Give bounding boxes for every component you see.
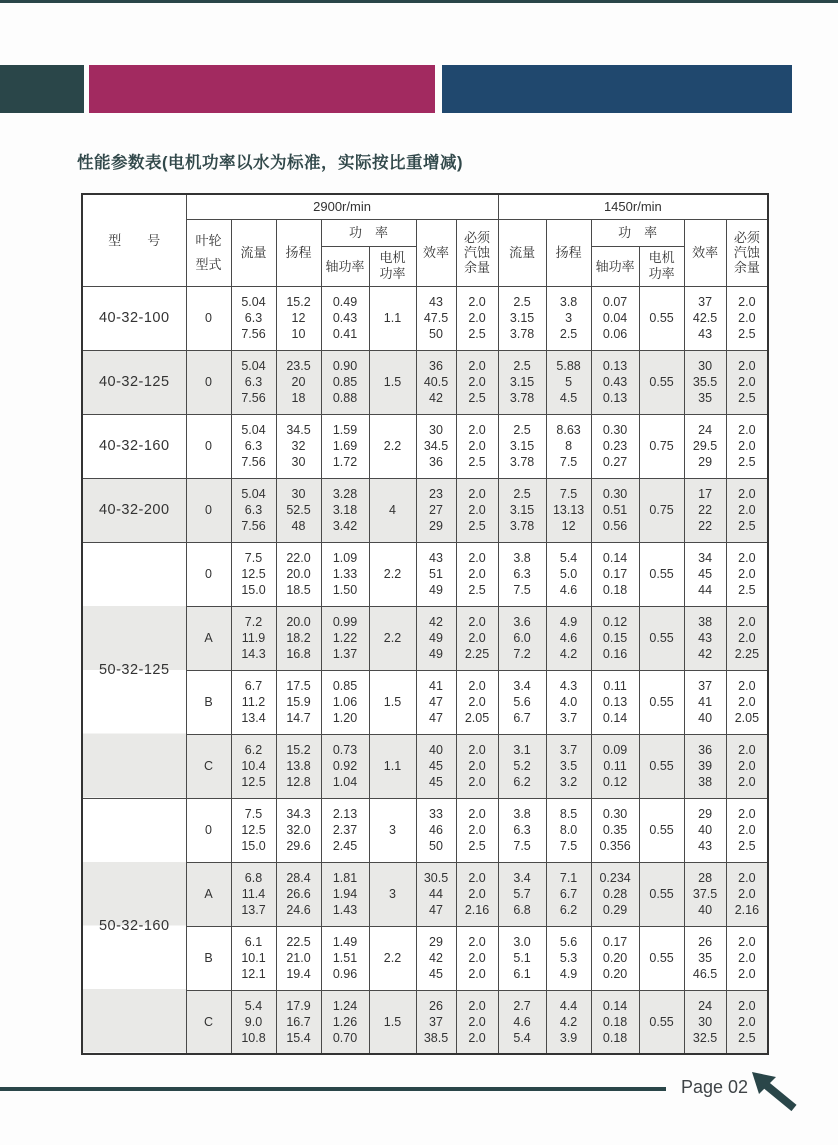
shaft-power-cell-2900: 0.90 0.85 0.88	[321, 350, 369, 414]
shaft-power-cell-2900: 0.85 1.06 1.20	[321, 670, 369, 734]
motor-power-cell-2900: 1.1	[369, 286, 416, 350]
performance-parameter-table	[81, 193, 769, 1055]
flow-cell-2900: 5.04 6.3 7.56	[231, 350, 276, 414]
flow-cell-1450: 3.6 6.0 7.2	[498, 606, 546, 670]
efficiency-cell-1450: 30 35.5 35	[684, 350, 726, 414]
flow-cell-2900: 6.8 11.4 13.7	[231, 862, 276, 926]
head-cell-1450: 5.6 5.3 4.9	[546, 926, 591, 990]
efficiency-cell-2900: 36 40.5 42	[416, 350, 456, 414]
motor-power-cell-1450: 0.55	[639, 990, 684, 1054]
col-header-head-1450: 扬程	[546, 219, 591, 286]
col-header-power-1450: 功 率	[591, 219, 684, 246]
head-cell-1450: 4.4 4.2 3.9	[546, 990, 591, 1054]
model-cell: 40-32-160	[82, 414, 186, 478]
table-row	[82, 478, 768, 542]
col-header-shaft-power-1450: 轴功率	[591, 246, 639, 286]
head-cell-1450: 7.5 13.13 12	[546, 478, 591, 542]
flow-cell-2900: 5.4 9.0 10.8	[231, 990, 276, 1054]
shaft-power-cell-2900: 0.99 1.22 1.37	[321, 606, 369, 670]
head-cell-1450: 3.8 3 2.5	[546, 286, 591, 350]
npsh-cell-1450: 2.0 2.0 2.25	[726, 606, 768, 670]
flow-cell-1450: 3.1 5.2 6.2	[498, 734, 546, 798]
head-cell-2900: 22.5 21.0 19.4	[276, 926, 321, 990]
npsh-cell-2900: 2.0 2.0 2.5	[456, 542, 498, 606]
page-number: Page 02	[681, 1077, 749, 1097]
motor-power-cell-2900: 1.1	[369, 734, 416, 798]
head-cell-2900: 20.0 18.2 16.8	[276, 606, 321, 670]
motor-power-cell-1450: 0.55	[639, 734, 684, 798]
impeller-type-cell: 0	[186, 350, 231, 414]
col-header-motor-power-1450: 电机 功率	[639, 246, 684, 286]
motor-power-cell-1450: 0.75	[639, 414, 684, 478]
shaft-power-cell-1450: 0.07 0.04 0.06	[591, 286, 639, 350]
flow-cell-1450: 2.7 4.6 5.4	[498, 990, 546, 1054]
head-cell-2900: 17.9 16.7 15.4	[276, 990, 321, 1054]
shaft-power-cell-2900: 1.24 1.26 0.70	[321, 990, 369, 1054]
impeller-type-cell: B	[186, 670, 231, 734]
shaft-power-cell-2900: 3.28 3.18 3.42	[321, 478, 369, 542]
motor-power-cell-2900: 2.2	[369, 542, 416, 606]
motor-power-cell-2900: 1.5	[369, 350, 416, 414]
head-cell-1450: 3.7 3.5 3.2	[546, 734, 591, 798]
motor-power-cell-1450: 0.55	[639, 606, 684, 670]
shaft-power-cell-1450: 0.09 0.11 0.12	[591, 734, 639, 798]
model-cell: 40-32-125	[82, 350, 186, 414]
col-header-shaft-power-2900: 轴功率	[321, 246, 369, 286]
flow-cell-2900: 5.04 6.3 7.56	[231, 478, 276, 542]
head-cell-1450: 4.3 4.0 3.7	[546, 670, 591, 734]
npsh-cell-2900: 2.0 2.0 2.5	[456, 414, 498, 478]
efficiency-cell-2900: 33 46 50	[416, 798, 456, 862]
impeller-type-cell: 0	[186, 414, 231, 478]
npsh-cell-2900: 2.0 2.0 2.5	[456, 350, 498, 414]
flow-cell-2900: 7.5 12.5 15.0	[231, 798, 276, 862]
col-header-flow-1450: 流量	[498, 219, 546, 286]
npsh-cell-1450: 2.0 2.0 2.5	[726, 798, 768, 862]
motor-power-cell-2900: 4	[369, 478, 416, 542]
npsh-cell-2900: 2.0 2.0 2.5	[456, 478, 498, 542]
shaft-power-cell-1450: 0.30 0.23 0.27	[591, 414, 639, 478]
efficiency-cell-1450: 28 37.5 40	[684, 862, 726, 926]
flow-cell-1450: 2.5 3.15 3.78	[498, 350, 546, 414]
col-header-impeller: 叶轮 型式	[186, 219, 231, 286]
npsh-cell-1450: 2.0 2.0 2.5	[726, 286, 768, 350]
npsh-cell-1450: 2.0 2.0 2.05	[726, 670, 768, 734]
col-header-flow-2900: 流量	[231, 219, 276, 286]
col-header-power-2900: 功 率	[321, 219, 416, 246]
model-cell: 50-32-125	[82, 542, 186, 798]
col-header-efficiency-2900: 效率	[416, 219, 456, 286]
impeller-type-cell: 0	[186, 542, 231, 606]
col-header-model	[82, 194, 186, 286]
efficiency-cell-1450: 36 39 38	[684, 734, 726, 798]
motor-power-cell-1450: 0.55	[639, 926, 684, 990]
shaft-power-cell-1450: 0.234 0.28 0.29	[591, 862, 639, 926]
npsh-cell-2900: 2.0 2.0 2.0	[456, 734, 498, 798]
flow-cell-2900: 6.7 11.2 13.4	[231, 670, 276, 734]
head-cell-1450: 8.63 8 7.5	[546, 414, 591, 478]
npsh-cell-2900: 2.0 2.0 2.5	[456, 798, 498, 862]
efficiency-cell-1450: 24 29.5 29	[684, 414, 726, 478]
efficiency-cell-2900: 43 47.5 50	[416, 286, 456, 350]
flow-cell-2900: 5.04 6.3 7.56	[231, 286, 276, 350]
model-cell: 40-32-100	[82, 286, 186, 350]
motor-power-cell-1450: 0.55	[639, 350, 684, 414]
efficiency-cell-1450: 26 35 46.5	[684, 926, 726, 990]
motor-power-cell-1450: 0.55	[639, 286, 684, 350]
npsh-cell-2900: 2.0 2.0 2.5	[456, 286, 498, 350]
npsh-cell-2900: 2.0 2.0 2.0	[456, 990, 498, 1054]
col-header-efficiency-1450: 效率	[684, 219, 726, 286]
head-cell-2900: 28.4 26.6 24.6	[276, 862, 321, 926]
col-header-npsh-2900: 必须 汽蚀 余量	[456, 219, 498, 286]
efficiency-cell-2900: 26 37 38.5	[416, 990, 456, 1054]
flow-cell-2900: 5.04 6.3 7.56	[231, 414, 276, 478]
efficiency-cell-2900: 42 49 49	[416, 606, 456, 670]
flow-cell-1450: 2.5 3.15 3.78	[498, 478, 546, 542]
header-row-speed	[82, 194, 768, 219]
motor-power-cell-1450: 0.55	[639, 670, 684, 734]
motor-power-cell-2900: 1.5	[369, 990, 416, 1054]
model-cell: 50-32-160	[82, 798, 186, 1054]
shaft-power-cell-2900: 0.73 0.92 1.04	[321, 734, 369, 798]
head-cell-2900: 22.0 20.0 18.5	[276, 542, 321, 606]
efficiency-cell-1450: 37 41 40	[684, 670, 726, 734]
flow-cell-1450: 3.8 6.3 7.5	[498, 542, 546, 606]
npsh-cell-1450: 2.0 2.0 2.0	[726, 734, 768, 798]
impeller-type-cell: C	[186, 734, 231, 798]
shaft-power-cell-1450: 0.11 0.13 0.14	[591, 670, 639, 734]
shaft-power-cell-2900: 0.49 0.43 0.41	[321, 286, 369, 350]
head-cell-1450: 5.88 5 4.5	[546, 350, 591, 414]
npsh-cell-1450: 2.0 2.0 2.5	[726, 350, 768, 414]
shaft-power-cell-1450: 0.14 0.17 0.18	[591, 542, 639, 606]
impeller-type-cell: B	[186, 926, 231, 990]
npsh-cell-1450: 2.0 2.0 2.0	[726, 926, 768, 990]
motor-power-cell-1450: 0.55	[639, 798, 684, 862]
head-cell-2900: 23.5 20 18	[276, 350, 321, 414]
efficiency-cell-1450: 38 43 42	[684, 606, 726, 670]
motor-power-cell-2900: 3	[369, 798, 416, 862]
shaft-power-cell-1450: 0.14 0.18 0.18	[591, 990, 639, 1054]
motor-power-cell-2900: 2.2	[369, 926, 416, 990]
head-cell-2900: 15.2 12 10	[276, 286, 321, 350]
motor-power-cell-1450: 0.75	[639, 478, 684, 542]
efficiency-cell-1450: 17 22 22	[684, 478, 726, 542]
motor-power-cell-2900: 1.5	[369, 670, 416, 734]
shaft-power-cell-2900: 1.81 1.94 1.43	[321, 862, 369, 926]
impeller-type-cell: 0	[186, 478, 231, 542]
efficiency-cell-1450: 29 40 43	[684, 798, 726, 862]
head-cell-2900: 30 52.5 48	[276, 478, 321, 542]
accent-bar-blue	[442, 65, 792, 113]
col-header-head-2900: 扬程	[276, 219, 321, 286]
page-title: 性能参数表(电机功率以水为标准，实际按比重增减)	[77, 154, 463, 172]
accent-bar-teal	[0, 65, 84, 113]
flow-cell-2900: 6.2 10.4 12.5	[231, 734, 276, 798]
impeller-type-cell: 0	[186, 286, 231, 350]
npsh-cell-2900: 2.0 2.0 2.0	[456, 926, 498, 990]
efficiency-cell-1450: 34 45 44	[684, 542, 726, 606]
motor-power-cell-2900: 2.2	[369, 414, 416, 478]
shaft-power-cell-2900: 1.49 1.51 0.96	[321, 926, 369, 990]
impeller-type-cell: C	[186, 990, 231, 1054]
flow-cell-1450: 2.5 3.15 3.78	[498, 286, 546, 350]
shaft-power-cell-2900: 2.13 2.37 2.45	[321, 798, 369, 862]
npsh-cell-1450: 2.0 2.0 2.5	[726, 542, 768, 606]
flow-cell-2900: 6.1 10.1 12.1	[231, 926, 276, 990]
accent-bar-magenta	[89, 65, 435, 113]
shaft-power-cell-1450: 0.17 0.20 0.20	[591, 926, 639, 990]
shaft-power-cell-1450: 0.30 0.35 0.356	[591, 798, 639, 862]
model-cell: 40-32-200	[82, 478, 186, 542]
motor-power-cell-2900: 3	[369, 862, 416, 926]
motor-power-cell-1450: 0.55	[639, 542, 684, 606]
col-header-npsh-1450: 必须 汽蚀 余量	[726, 219, 768, 286]
efficiency-cell-2900: 23 27 29	[416, 478, 456, 542]
shaft-power-cell-2900: 1.59 1.69 1.72	[321, 414, 369, 478]
flow-cell-1450: 3.4 5.7 6.8	[498, 862, 546, 926]
npsh-cell-2900: 2.0 2.0 2.16	[456, 862, 498, 926]
efficiency-cell-2900: 30 34.5 36	[416, 414, 456, 478]
impeller-type-cell: A	[186, 606, 231, 670]
model-header-label: 型 号	[108, 232, 161, 248]
head-cell-1450: 8.5 8.0 7.5	[546, 798, 591, 862]
efficiency-cell-1450: 24 30 32.5	[684, 990, 726, 1054]
efficiency-cell-2900: 30.5 44 47	[416, 862, 456, 926]
flow-cell-1450: 3.4 5.6 6.7	[498, 670, 546, 734]
head-cell-1450: 7.1 6.7 6.2	[546, 862, 591, 926]
efficiency-cell-1450: 37 42.5 43	[684, 286, 726, 350]
head-cell-2900: 15.2 13.8 12.8	[276, 734, 321, 798]
up-left-arrow-icon	[746, 1068, 802, 1116]
table-body	[82, 286, 768, 1054]
motor-power-cell-1450: 0.55	[639, 862, 684, 926]
table-row	[82, 286, 768, 350]
table-row	[82, 350, 768, 414]
efficiency-cell-2900: 40 45 45	[416, 734, 456, 798]
shaft-power-cell-2900: 1.09 1.33 1.50	[321, 542, 369, 606]
col-header-motor-power-2900: 电机 功率	[369, 246, 416, 286]
flow-cell-2900: 7.2 11.9 14.3	[231, 606, 276, 670]
efficiency-cell-2900: 41 47 47	[416, 670, 456, 734]
head-cell-2900: 17.5 15.9 14.7	[276, 670, 321, 734]
npsh-cell-1450: 2.0 2.0 2.5	[726, 414, 768, 478]
col-header-speed-1450: 1450r/min	[498, 194, 768, 219]
top-edge-bar	[0, 0, 838, 3]
head-cell-1450: 4.9 4.6 4.2	[546, 606, 591, 670]
npsh-cell-2900: 2.0 2.0 2.05	[456, 670, 498, 734]
shaft-power-cell-1450: 0.12 0.15 0.16	[591, 606, 639, 670]
impeller-type-cell: A	[186, 862, 231, 926]
head-cell-2900: 34.5 32 30	[276, 414, 321, 478]
flow-cell-1450: 2.5 3.15 3.78	[498, 414, 546, 478]
shaft-power-cell-1450: 0.13 0.43 0.13	[591, 350, 639, 414]
table-row	[82, 414, 768, 478]
impeller-type-cell: 0	[186, 798, 231, 862]
col-header-speed-2900: 2900r/min	[186, 194, 498, 219]
head-cell-1450: 5.4 5.0 4.6	[546, 542, 591, 606]
table-row	[82, 542, 768, 606]
flow-cell-1450: 3.0 5.1 6.1	[498, 926, 546, 990]
efficiency-cell-2900: 29 42 45	[416, 926, 456, 990]
table-row	[82, 798, 768, 862]
npsh-cell-2900: 2.0 2.0 2.25	[456, 606, 498, 670]
head-cell-2900: 34.3 32.0 29.6	[276, 798, 321, 862]
efficiency-cell-2900: 43 51 49	[416, 542, 456, 606]
flow-cell-1450: 3.8 6.3 7.5	[498, 798, 546, 862]
npsh-cell-1450: 2.0 2.0 2.16	[726, 862, 768, 926]
footer-rule	[0, 1087, 666, 1091]
flow-cell-2900: 7.5 12.5 15.0	[231, 542, 276, 606]
npsh-cell-1450: 2.0 2.0 2.5	[726, 990, 768, 1054]
motor-power-cell-2900: 2.2	[369, 606, 416, 670]
shaft-power-cell-1450: 0.30 0.51 0.56	[591, 478, 639, 542]
npsh-cell-1450: 2.0 2.0 2.5	[726, 478, 768, 542]
